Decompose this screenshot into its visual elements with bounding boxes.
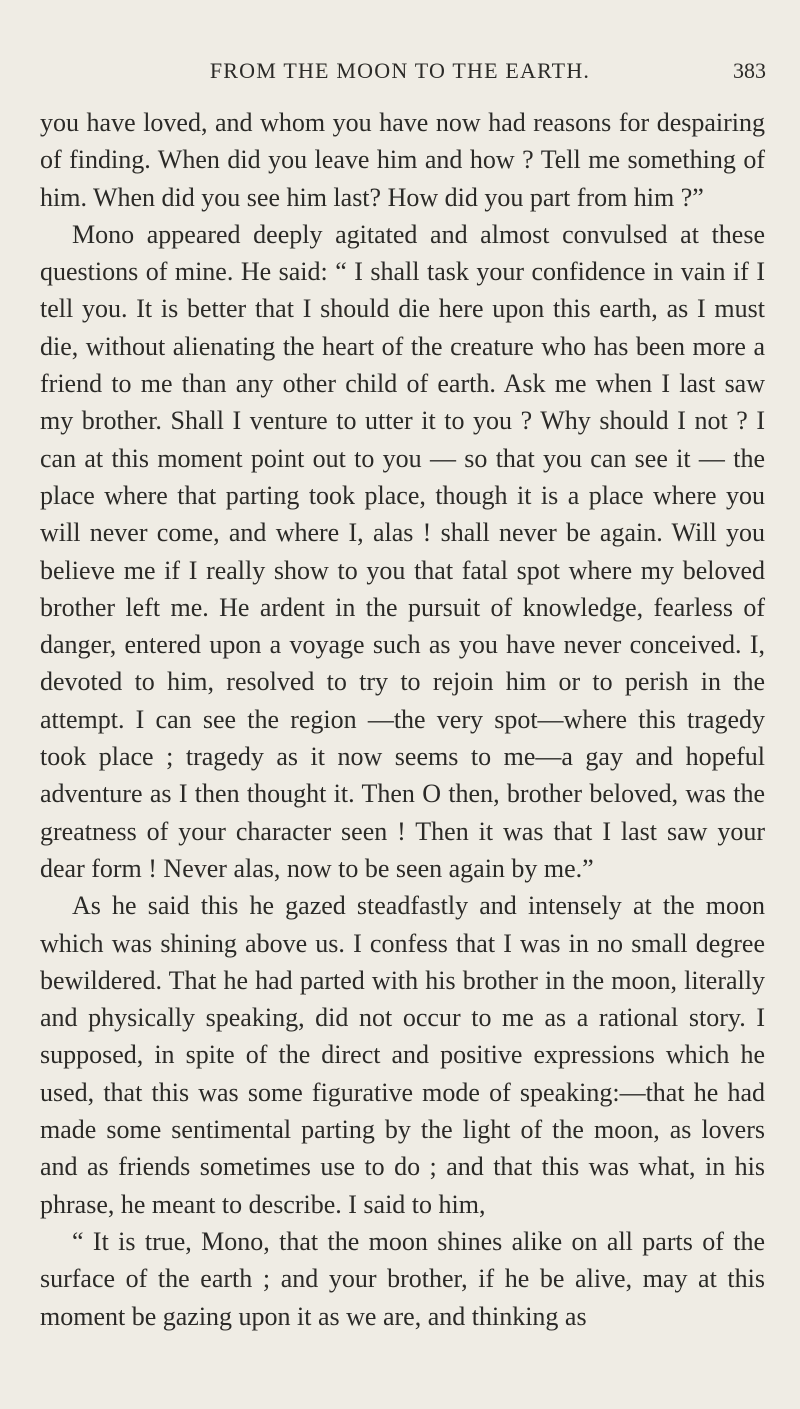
paragraph-reply: “ It is true, Mono, that the moon shines alike on all parts of the surface of the earth ; and your brother, if he be alive, may at this moment be gazing upon it as we are, and thinking as — [40, 1226, 765, 1331]
page-number: 383 — [733, 58, 766, 83]
running-title: FROM THE MOON TO THE EARTH. — [209, 58, 591, 83]
running-head — [0, 52, 800, 92]
body-text — [40, 104, 765, 1335]
paragraph-narration: As he said this he gazed steadfastly and intensely at the moon which was shining above us. I confess that I was in no small degree bewildered. That he had parted with his brother in the moon, literally and physically speaking, did not occur to me as a rational story. I supposed, in spite of the direct and positive expressions which he used, that this was some figurative mode of speaking:—that he had made some sentimental parting by the light of the moon, as lovers and as friends sometimes use to do ; and that this was what, in his phrase, he meant to describe. I said to him, — [40, 891, 765, 1219]
paragraph-mono-speech: Mono appeared deeply agitated and almost convulsed at these questions of mine. He said: “ I shall task your confidence in vain if I tell you. It is better that I should die here upon this earth, as I must die, without alienating the heart of the creature who has been more a friend to me than any other child of earth. Ask me when I last saw my brother. Shall I venture to utter it to you ? Why should I not ? I can at this moment point out to you — so that you can see it — the place where that parting took place, though it is a place where you will never come, and where I, alas ! shall never be again. Will you believe me if I really show to you that fatal spot where my beloved brother left me. He ardent in the pursuit of knowledge, fearless of danger, entered upon a voyage such as you have never conceived. I, devoted to him, resolved to try to rejoin him or to perish in the attempt. I can see the region —the very spot—where this tragedy took place ; tragedy as it now seems to me—a gay and hopeful adventure as I then thought it. Then O then, brother beloved, was the greatness of your character seen ! Then it was that I last saw your dear form ! Never alas, now to be seen again by me.” — [40, 219, 765, 883]
paragraph-continued: you have loved, and whom you have now had reasons for despairing of finding. When did you leave him and how ? Tell me something of him. When did you see him last? How did you part from him ?” — [40, 108, 765, 212]
